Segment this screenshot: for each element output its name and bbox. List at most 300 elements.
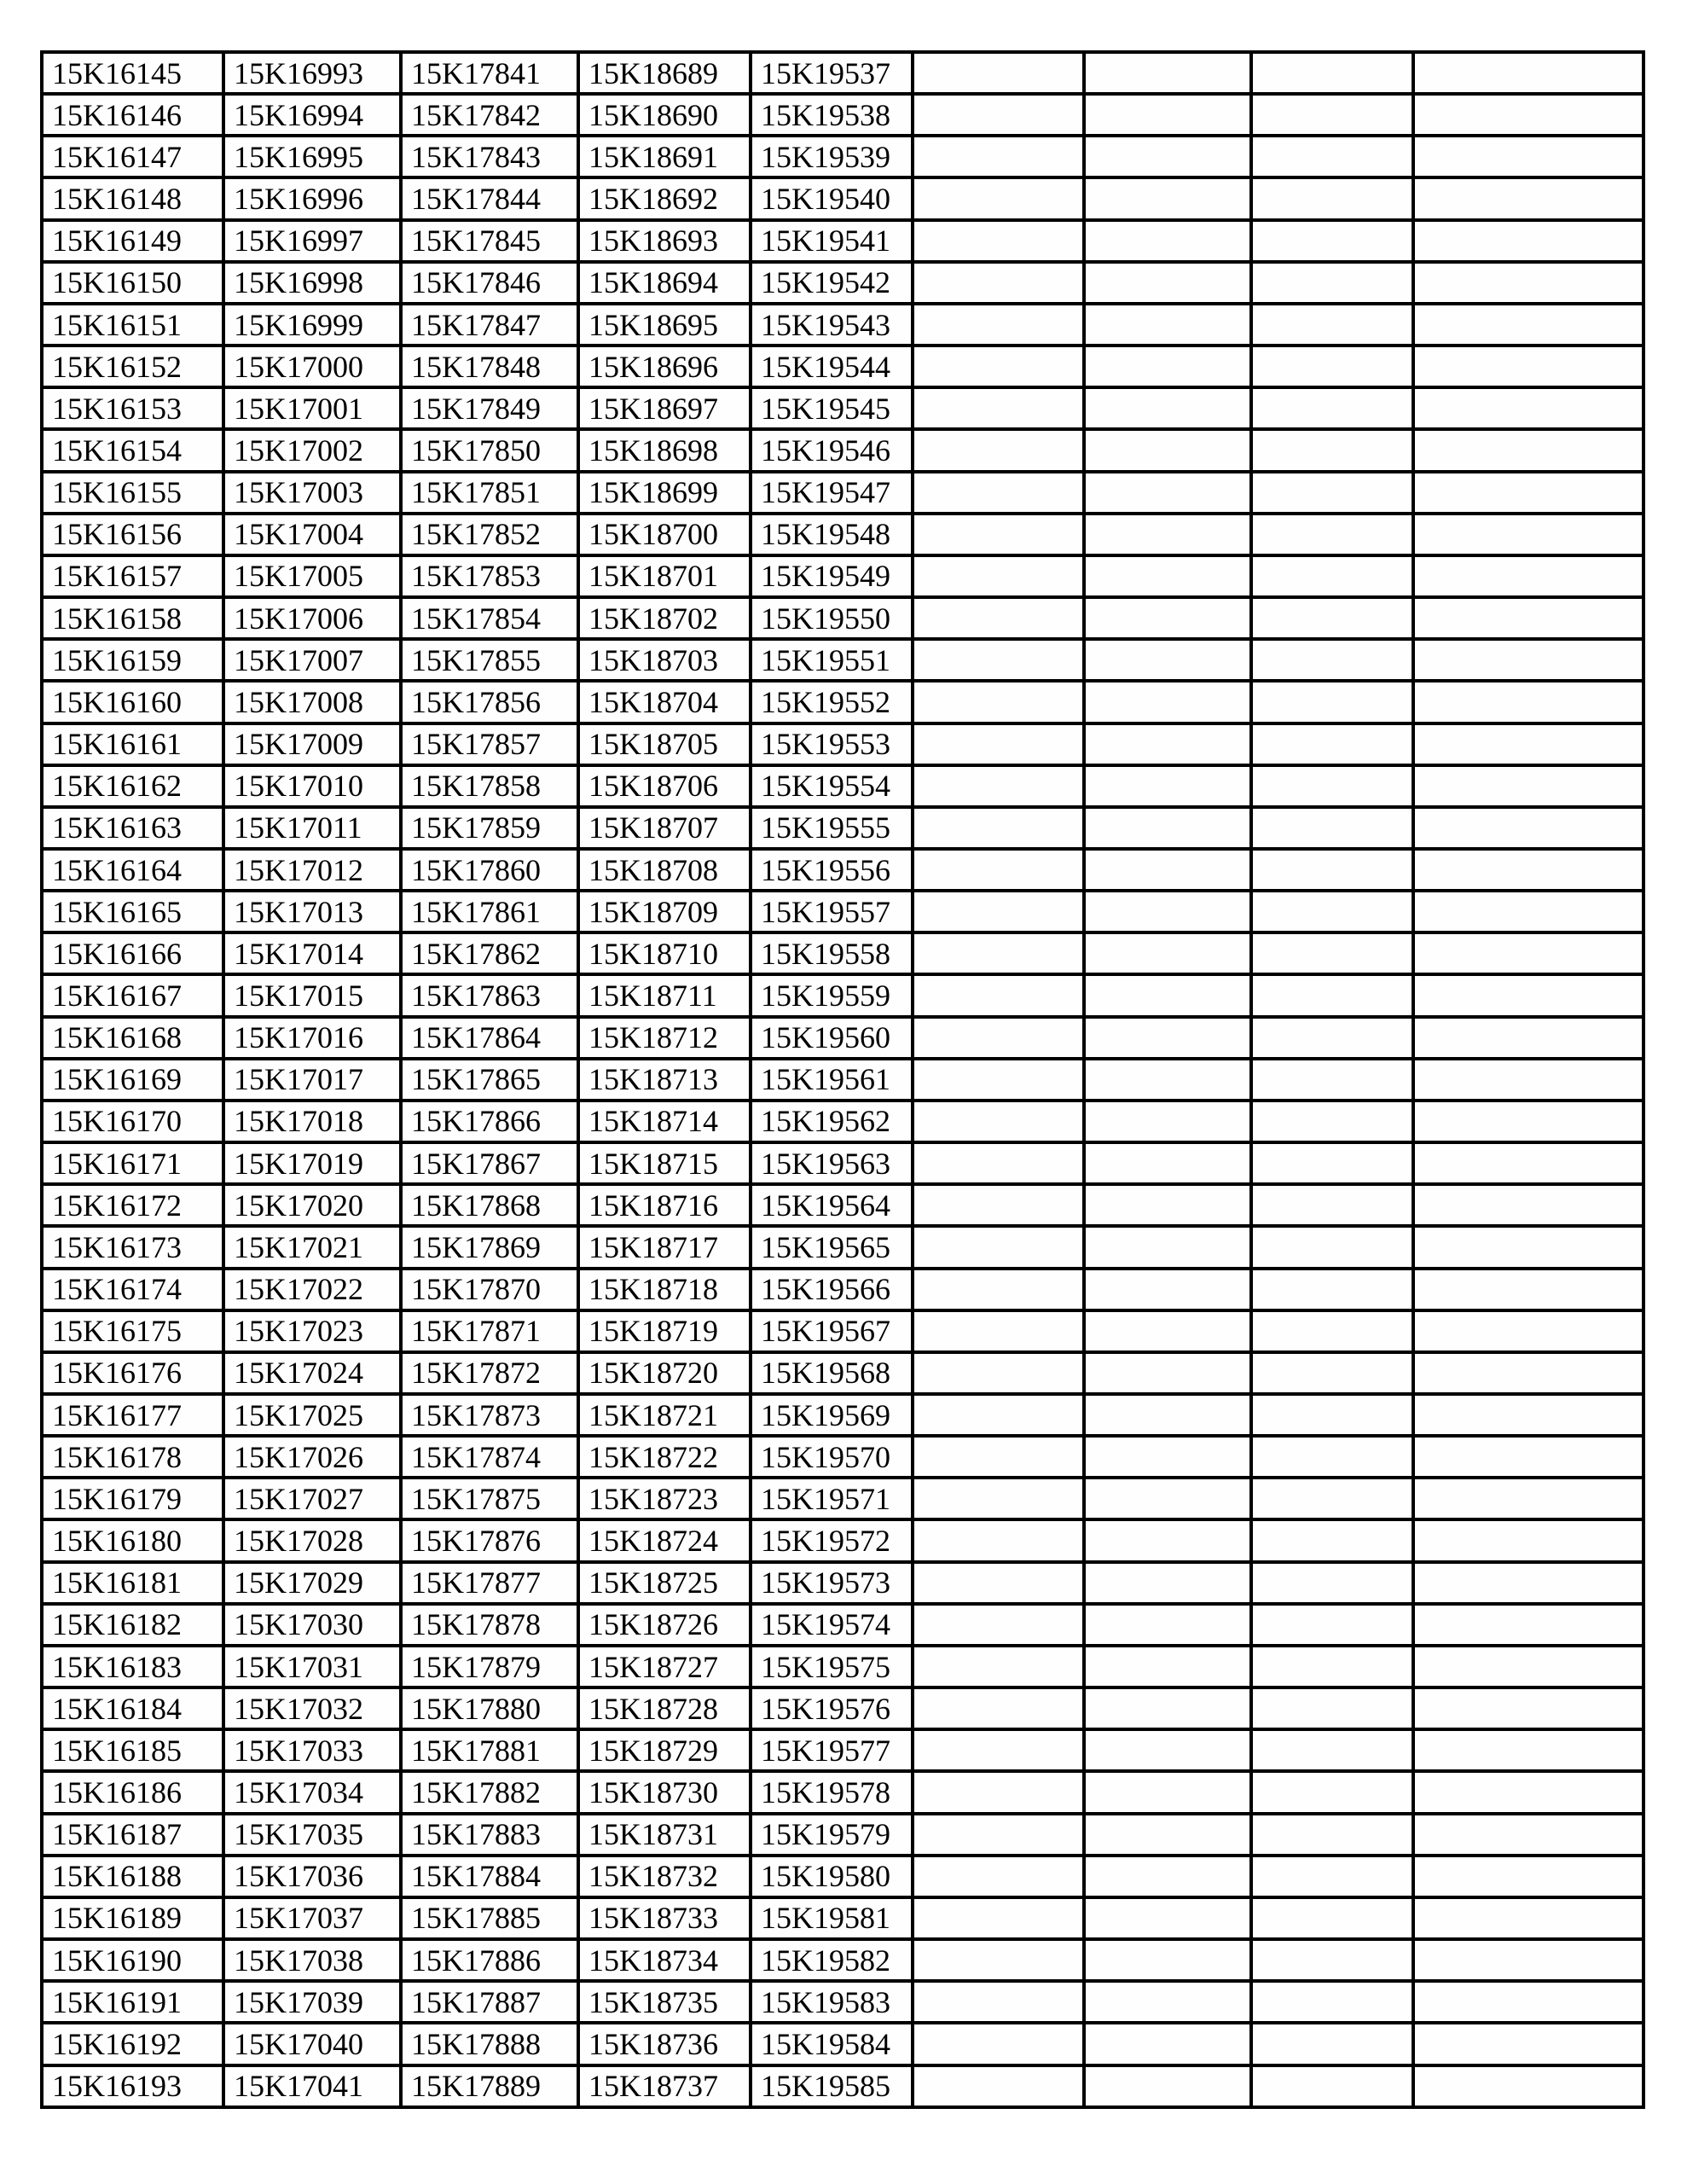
serial-number-cell: 15K19549 — [751, 555, 913, 597]
empty-cell — [1413, 1101, 1644, 1142]
empty-cell — [1251, 681, 1413, 723]
serial-number-cell: 15K17854 — [401, 597, 578, 639]
serial-number-cell: 15K18707 — [578, 807, 751, 849]
empty-cell — [1413, 2065, 1644, 2108]
serial-number-cell: 15K19580 — [751, 1856, 913, 1897]
empty-cell — [913, 52, 1084, 94]
serial-number-cell: 15K16169 — [42, 1059, 223, 1101]
serial-number-cell: 15K18700 — [578, 514, 751, 555]
table-row — [42, 807, 1644, 849]
empty-cell — [913, 597, 1084, 639]
serial-number-cell: 15K19568 — [751, 1352, 913, 1394]
serial-number-cell: 15K17856 — [401, 681, 578, 723]
serial-number-cell: 15K17025 — [223, 1394, 401, 1436]
serial-number-cell: 15K19543 — [751, 304, 913, 346]
empty-cell — [1251, 1184, 1413, 1226]
empty-cell — [1251, 472, 1413, 514]
table-row — [42, 2065, 1644, 2108]
serial-number-cell: 15K17004 — [223, 514, 401, 555]
table-row — [42, 1604, 1644, 1646]
serial-number-cell: 15K18709 — [578, 891, 751, 932]
table-row — [42, 220, 1644, 262]
serial-number-cell: 15K16188 — [42, 1856, 223, 1897]
empty-cell — [1084, 429, 1251, 471]
serial-number-cell: 15K18712 — [578, 1017, 751, 1059]
serial-number-cell: 15K16161 — [42, 723, 223, 765]
serial-number-cell: 15K19572 — [751, 1519, 913, 1561]
empty-cell — [913, 807, 1084, 849]
serial-number-cell: 15K17861 — [401, 891, 578, 932]
serial-number-cell: 15K17028 — [223, 1519, 401, 1561]
empty-cell — [1084, 932, 1251, 974]
serial-number-cell: 15K19562 — [751, 1101, 913, 1142]
table-row — [42, 1352, 1644, 1394]
serial-number-cell: 15K17034 — [223, 1771, 401, 1813]
empty-cell — [1084, 1897, 1251, 1939]
empty-cell — [1413, 346, 1644, 387]
empty-cell — [1251, 807, 1413, 849]
serial-number-cell: 15K17873 — [401, 1394, 578, 1436]
table-row — [42, 1814, 1644, 1856]
empty-cell — [1413, 220, 1644, 262]
empty-cell — [1251, 1729, 1413, 1771]
table-row — [42, 1729, 1644, 1771]
empty-cell — [1084, 681, 1251, 723]
serial-number-cell: 15K17021 — [223, 1226, 401, 1268]
serial-number-cell: 15K19551 — [751, 639, 913, 681]
serial-number-table-body — [42, 52, 1644, 2107]
empty-cell — [1084, 1646, 1251, 1687]
empty-cell — [1084, 1771, 1251, 1813]
empty-cell — [1251, 1310, 1413, 1352]
table-row — [42, 974, 1644, 1016]
empty-cell — [913, 1856, 1084, 1897]
table-row — [42, 849, 1644, 891]
table-row — [42, 514, 1644, 555]
empty-cell — [1413, 765, 1644, 807]
serial-number-cell: 15K18724 — [578, 1519, 751, 1561]
table-row — [42, 1856, 1644, 1897]
serial-number-cell: 15K17031 — [223, 1646, 401, 1687]
serial-number-cell: 15K18732 — [578, 1856, 751, 1897]
empty-cell — [1084, 1856, 1251, 1897]
serial-number-cell: 15K19566 — [751, 1269, 913, 1310]
empty-cell — [913, 1646, 1084, 1687]
serial-number-cell: 15K17015 — [223, 974, 401, 1016]
serial-number-cell: 15K19575 — [751, 1646, 913, 1687]
empty-cell — [1251, 1436, 1413, 1478]
serial-number-cell: 15K19542 — [751, 262, 913, 304]
empty-cell — [1413, 1352, 1644, 1394]
empty-cell — [1084, 1687, 1251, 1729]
empty-cell — [1413, 1017, 1644, 1059]
serial-number-cell: 15K19552 — [751, 681, 913, 723]
serial-number-cell: 15K17038 — [223, 1939, 401, 1981]
serial-number-cell: 15K16189 — [42, 1897, 223, 1939]
empty-cell — [1413, 1981, 1644, 2023]
serial-number-cell: 15K19555 — [751, 807, 913, 849]
empty-cell — [1251, 1646, 1413, 1687]
empty-cell — [1413, 136, 1644, 177]
serial-number-cell: 15K18722 — [578, 1436, 751, 1478]
empty-cell — [1084, 220, 1251, 262]
serial-number-cell: 15K17855 — [401, 639, 578, 681]
empty-cell — [913, 429, 1084, 471]
empty-cell — [913, 891, 1084, 932]
empty-cell — [913, 387, 1084, 429]
empty-cell — [1251, 1687, 1413, 1729]
empty-cell — [1251, 723, 1413, 765]
empty-cell — [1413, 387, 1644, 429]
serial-number-cell: 15K18708 — [578, 849, 751, 891]
serial-number-cell: 15K17847 — [401, 304, 578, 346]
serial-number-table — [40, 50, 1645, 2109]
serial-number-cell: 15K16160 — [42, 681, 223, 723]
empty-cell — [913, 1771, 1084, 1813]
empty-cell — [913, 1436, 1084, 1478]
serial-number-cell: 15K17023 — [223, 1310, 401, 1352]
serial-number-cell: 15K18735 — [578, 1981, 751, 2023]
empty-cell — [1251, 1856, 1413, 1897]
empty-cell — [1251, 765, 1413, 807]
table-row — [42, 555, 1644, 597]
serial-number-cell: 15K16166 — [42, 932, 223, 974]
serial-number-cell: 15K19561 — [751, 1059, 913, 1101]
serial-number-cell: 15K18703 — [578, 639, 751, 681]
empty-cell — [1084, 1059, 1251, 1101]
table-row — [42, 932, 1644, 974]
serial-number-cell: 15K19559 — [751, 974, 913, 1016]
serial-number-cell: 15K17033 — [223, 1729, 401, 1771]
empty-cell — [1084, 94, 1251, 136]
empty-cell — [913, 94, 1084, 136]
serial-number-cell: 15K18711 — [578, 974, 751, 1016]
serial-number-cell: 15K17876 — [401, 1519, 578, 1561]
serial-number-cell: 15K17029 — [223, 1562, 401, 1604]
serial-number-cell: 15K19538 — [751, 94, 913, 136]
empty-cell — [913, 849, 1084, 891]
serial-number-cell: 15K16148 — [42, 177, 223, 219]
serial-number-cell: 15K17868 — [401, 1184, 578, 1226]
table-row — [42, 1646, 1644, 1687]
serial-number-cell: 15K17866 — [401, 1101, 578, 1142]
serial-number-cell: 15K16168 — [42, 1017, 223, 1059]
empty-cell — [1251, 1771, 1413, 1813]
serial-number-cell: 15K17020 — [223, 1184, 401, 1226]
empty-cell — [1251, 849, 1413, 891]
serial-number-cell: 15K19537 — [751, 52, 913, 94]
empty-cell — [1413, 514, 1644, 555]
empty-cell — [1084, 1981, 1251, 2023]
empty-cell — [1084, 1017, 1251, 1059]
empty-cell — [1084, 472, 1251, 514]
serial-number-cell: 15K17846 — [401, 262, 578, 304]
empty-cell — [913, 1814, 1084, 1856]
serial-number-cell: 15K19567 — [751, 1310, 913, 1352]
serial-number-cell: 15K17039 — [223, 1981, 401, 2023]
empty-cell — [913, 1226, 1084, 1268]
serial-number-cell: 15K16170 — [42, 1101, 223, 1142]
serial-number-cell: 15K17849 — [401, 387, 578, 429]
empty-cell — [1084, 765, 1251, 807]
empty-cell — [1251, 1142, 1413, 1184]
serial-number-cell: 15K16162 — [42, 765, 223, 807]
serial-number-cell: 15K17845 — [401, 220, 578, 262]
empty-cell — [1251, 177, 1413, 219]
serial-number-cell: 15K18734 — [578, 1939, 751, 1981]
table-row — [42, 1184, 1644, 1226]
table-row — [42, 94, 1644, 136]
serial-number-cell: 15K17881 — [401, 1729, 578, 1771]
table-row — [42, 2023, 1644, 2065]
serial-number-cell: 15K16158 — [42, 597, 223, 639]
serial-number-cell: 15K17843 — [401, 136, 578, 177]
empty-cell — [1413, 1814, 1644, 1856]
table-row — [42, 1142, 1644, 1184]
serial-number-cell: 15K19553 — [751, 723, 913, 765]
serial-number-cell: 15K16157 — [42, 555, 223, 597]
empty-cell — [1413, 1226, 1644, 1268]
serial-number-cell: 15K17883 — [401, 1814, 578, 1856]
serial-number-cell: 15K16998 — [223, 262, 401, 304]
serial-number-cell: 15K17848 — [401, 346, 578, 387]
empty-cell — [1413, 472, 1644, 514]
serial-number-cell: 15K16179 — [42, 1478, 223, 1519]
table-row — [42, 429, 1644, 471]
serial-number-cell: 15K19565 — [751, 1226, 913, 1268]
serial-number-cell: 15K16159 — [42, 639, 223, 681]
serial-number-cell: 15K16190 — [42, 1939, 223, 1981]
serial-number-cell: 15K18689 — [578, 52, 751, 94]
serial-number-cell: 15K17851 — [401, 472, 578, 514]
empty-cell — [913, 639, 1084, 681]
table-row — [42, 177, 1644, 219]
serial-number-cell: 15K19585 — [751, 2065, 913, 2108]
empty-cell — [1251, 1352, 1413, 1394]
serial-number-cell: 15K18715 — [578, 1142, 751, 1184]
serial-number-cell: 15K18702 — [578, 597, 751, 639]
serial-number-cell: 15K18730 — [578, 1771, 751, 1813]
serial-number-cell: 15K17019 — [223, 1142, 401, 1184]
serial-number-cell: 15K18714 — [578, 1101, 751, 1142]
empty-cell — [913, 177, 1084, 219]
serial-number-cell: 15K17864 — [401, 1017, 578, 1059]
empty-cell — [1413, 1939, 1644, 1981]
serial-number-cell: 15K18726 — [578, 1604, 751, 1646]
empty-cell — [1413, 1059, 1644, 1101]
empty-cell — [1413, 1269, 1644, 1310]
empty-cell — [913, 1310, 1084, 1352]
empty-cell — [913, 765, 1084, 807]
empty-cell — [1413, 1771, 1644, 1813]
empty-cell — [1084, 1184, 1251, 1226]
serial-number-cell: 15K16145 — [42, 52, 223, 94]
serial-number-cell: 15K17009 — [223, 723, 401, 765]
empty-cell — [1251, 1897, 1413, 1939]
serial-number-cell: 15K19584 — [751, 2023, 913, 2065]
empty-cell — [1413, 1142, 1644, 1184]
serial-number-cell: 15K17000 — [223, 346, 401, 387]
serial-number-cell: 15K17879 — [401, 1646, 578, 1687]
empty-cell — [1084, 1269, 1251, 1310]
serial-number-cell: 15K19582 — [751, 1939, 913, 1981]
empty-cell — [913, 1184, 1084, 1226]
serial-number-cell: 15K16993 — [223, 52, 401, 94]
serial-number-cell: 15K17017 — [223, 1059, 401, 1101]
serial-number-cell: 15K19541 — [751, 220, 913, 262]
empty-cell — [913, 1562, 1084, 1604]
serial-number-cell: 15K16165 — [42, 891, 223, 932]
serial-number-cell: 15K19574 — [751, 1604, 913, 1646]
serial-number-cell: 15K16193 — [42, 2065, 223, 2108]
serial-number-cell: 15K19579 — [751, 1814, 913, 1856]
serial-number-cell: 15K17007 — [223, 639, 401, 681]
serial-number-cell: 15K18696 — [578, 346, 751, 387]
serial-number-cell: 15K16147 — [42, 136, 223, 177]
serial-number-cell: 15K17867 — [401, 1142, 578, 1184]
table-row — [42, 1771, 1644, 1813]
empty-cell — [1084, 1604, 1251, 1646]
serial-number-cell: 15K18692 — [578, 177, 751, 219]
empty-cell — [913, 1729, 1084, 1771]
serial-number-cell: 15K17014 — [223, 932, 401, 974]
table-row — [42, 52, 1644, 94]
empty-cell — [1251, 639, 1413, 681]
serial-number-cell: 15K16176 — [42, 1352, 223, 1394]
empty-cell — [1413, 849, 1644, 891]
empty-cell — [1084, 1562, 1251, 1604]
table-row — [42, 1436, 1644, 1478]
empty-cell — [1084, 1939, 1251, 1981]
empty-cell — [913, 1939, 1084, 1981]
serial-number-cell: 15K17875 — [401, 1478, 578, 1519]
empty-cell — [913, 346, 1084, 387]
table-row — [42, 723, 1644, 765]
serial-number-cell: 15K18698 — [578, 429, 751, 471]
serial-number-cell: 15K17874 — [401, 1436, 578, 1478]
empty-cell — [1084, 1478, 1251, 1519]
empty-cell — [913, 1394, 1084, 1436]
serial-number-cell: 15K17885 — [401, 1897, 578, 1939]
empty-cell — [1413, 1687, 1644, 1729]
serial-number-cell: 15K17035 — [223, 1814, 401, 1856]
serial-number-cell: 15K16146 — [42, 94, 223, 136]
serial-number-cell: 15K19548 — [751, 514, 913, 555]
serial-number-cell: 15K16180 — [42, 1519, 223, 1561]
empty-cell — [1413, 1562, 1644, 1604]
serial-number-cell: 15K18691 — [578, 136, 751, 177]
table-row — [42, 1519, 1644, 1561]
empty-cell — [913, 1604, 1084, 1646]
serial-number-cell: 15K19570 — [751, 1436, 913, 1478]
empty-cell — [1084, 1436, 1251, 1478]
empty-cell — [1413, 1646, 1644, 1687]
serial-number-cell: 15K16994 — [223, 94, 401, 136]
table-row — [42, 1478, 1644, 1519]
serial-number-cell: 15K16186 — [42, 1771, 223, 1813]
table-row — [42, 1059, 1644, 1101]
empty-cell — [913, 472, 1084, 514]
serial-number-cell: 15K19550 — [751, 597, 913, 639]
serial-number-cell: 15K17022 — [223, 1269, 401, 1310]
serial-number-cell: 15K17858 — [401, 765, 578, 807]
table-row — [42, 136, 1644, 177]
serial-number-cell: 15K16150 — [42, 262, 223, 304]
empty-cell — [1413, 723, 1644, 765]
serial-number-cell: 15K16177 — [42, 1394, 223, 1436]
serial-number-cell: 15K16184 — [42, 1687, 223, 1729]
serial-number-cell: 15K16164 — [42, 849, 223, 891]
table-row — [42, 1226, 1644, 1268]
serial-number-cell: 15K16997 — [223, 220, 401, 262]
empty-cell — [1251, 932, 1413, 974]
empty-cell — [1251, 891, 1413, 932]
serial-number-cell: 15K17001 — [223, 387, 401, 429]
table-row — [42, 1939, 1644, 1981]
serial-number-cell: 15K19571 — [751, 1478, 913, 1519]
serial-number-cell: 15K18723 — [578, 1478, 751, 1519]
empty-cell — [913, 262, 1084, 304]
serial-number-cell: 15K18693 — [578, 220, 751, 262]
empty-cell — [1251, 1939, 1413, 1981]
empty-cell — [1413, 429, 1644, 471]
serial-number-cell: 15K19544 — [751, 346, 913, 387]
serial-number-cell: 15K19578 — [751, 1771, 913, 1813]
table-row — [42, 1562, 1644, 1604]
table-row — [42, 1310, 1644, 1352]
table-row — [42, 765, 1644, 807]
empty-cell — [913, 2065, 1084, 2108]
serial-number-cell: 15K16996 — [223, 177, 401, 219]
serial-number-cell: 15K17841 — [401, 52, 578, 94]
serial-number-cell: 15K17859 — [401, 807, 578, 849]
empty-cell — [1251, 1101, 1413, 1142]
empty-cell — [913, 304, 1084, 346]
serial-number-cell: 15K16183 — [42, 1646, 223, 1687]
empty-cell — [913, 1352, 1084, 1394]
table-row — [42, 1394, 1644, 1436]
serial-number-cell: 15K16173 — [42, 1226, 223, 1268]
empty-cell — [1251, 555, 1413, 597]
serial-number-cell: 15K16171 — [42, 1142, 223, 1184]
serial-number-cell: 15K18710 — [578, 932, 751, 974]
empty-cell — [913, 723, 1084, 765]
empty-cell — [913, 1142, 1084, 1184]
serial-number-cell: 15K16178 — [42, 1436, 223, 1478]
serial-number-cell: 15K17026 — [223, 1436, 401, 1478]
serial-number-cell: 15K18729 — [578, 1729, 751, 1771]
empty-cell — [1084, 1394, 1251, 1436]
empty-cell — [913, 1101, 1084, 1142]
serial-number-cell: 15K18718 — [578, 1269, 751, 1310]
empty-cell — [1413, 1856, 1644, 1897]
empty-cell — [1084, 1226, 1251, 1268]
empty-cell — [913, 136, 1084, 177]
empty-cell — [1251, 1519, 1413, 1561]
empty-cell — [1251, 1059, 1413, 1101]
empty-cell — [1413, 639, 1644, 681]
serial-number-cell: 15K17012 — [223, 849, 401, 891]
serial-number-cell: 15K19573 — [751, 1562, 913, 1604]
serial-number-cell: 15K18733 — [578, 1897, 751, 1939]
serial-number-cell: 15K17889 — [401, 2065, 578, 2108]
empty-cell — [1413, 304, 1644, 346]
empty-cell — [913, 1687, 1084, 1729]
serial-number-cell: 15K17863 — [401, 974, 578, 1016]
empty-cell — [1251, 220, 1413, 262]
empty-cell — [913, 555, 1084, 597]
table-row — [42, 681, 1644, 723]
